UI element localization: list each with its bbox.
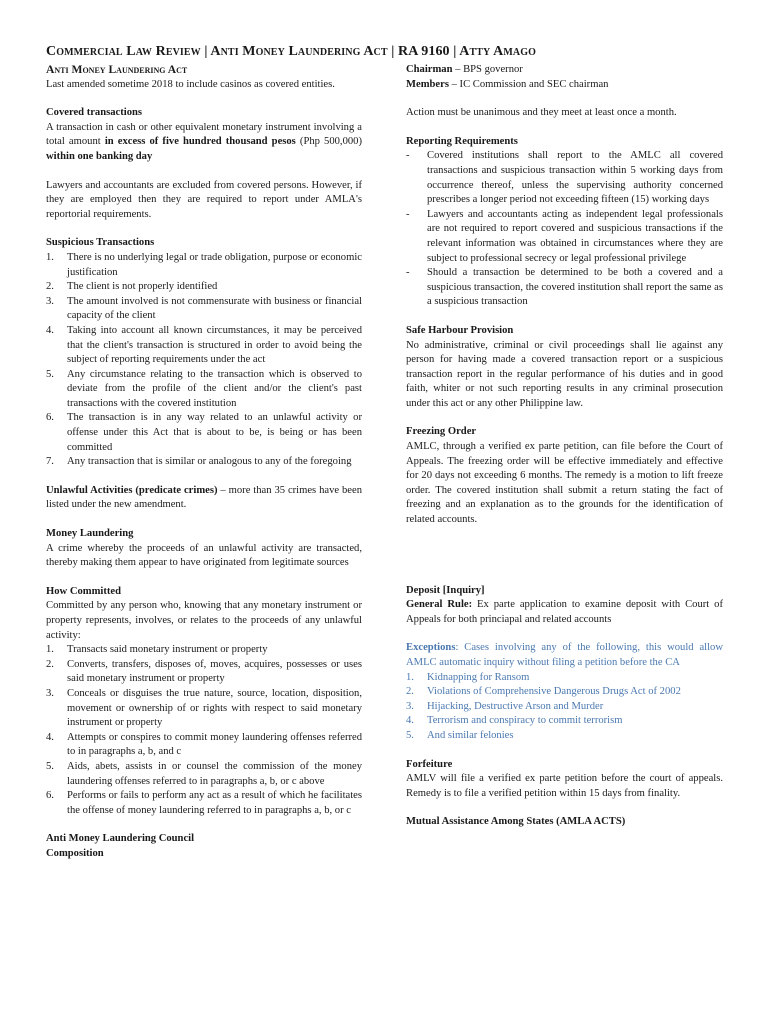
list-item: 2. The client is not properly identified xyxy=(46,281,218,293)
list-item: 5. And similar felonies xyxy=(406,729,514,741)
list-item: 1. Kidnapping for Ransom xyxy=(406,671,530,683)
freezing-order-heading: Freezing Order xyxy=(406,426,477,438)
act-heading: Anti Money Laundering Act xyxy=(46,63,188,76)
list-item: 5. Aids, abets, assists in or counsel the commission of the money laundering offenses referred to in paragraphs a, b, or c above xyxy=(46,760,362,787)
how-committed-intro: Committed by any person who, knowing that any monetary instrument or property represents, involves, or relates to the proceeds of any unlawful activity: xyxy=(46,600,362,641)
deposit-inquiry-heading: Deposit [Inquiry] xyxy=(406,584,485,596)
composition-heading: Composition xyxy=(46,847,104,859)
left-column xyxy=(46,63,362,862)
covered-exclusion-text: Lawyers and accountants are excluded from covered persons. However, if they are employed then they are required to report under AMLA's reportorial requirements. xyxy=(46,179,362,220)
reporting-requirements-list xyxy=(406,149,723,310)
list-item: - Lawyers and accountants acting as independent legal professionals are not required to report covered and suspicious transactions if the relevant information was obtained in circumstances where they are subject to professional secrecy or legal professional privilege xyxy=(406,208,723,264)
how-committed-list xyxy=(46,643,362,818)
list-item: 6. The transaction is in any way related to an unlawful activity or offense under this Act that is about to be, is being or has been committed xyxy=(46,412,362,453)
list-item: 4. Terrorism and conspiracy to commit terrorism xyxy=(406,715,623,727)
suspicious-transactions-list xyxy=(46,251,362,470)
right-column xyxy=(406,63,723,830)
forfeiture-text: AMLV will file a verified ex parte petition before the court of appeals. Remedy is to file a verified petition within 15 days from finality. xyxy=(406,773,723,799)
covered-transactions-heading: Covered transactions xyxy=(46,107,143,119)
mutual-assistance-heading: Mutual Assistance Among States (AMLA ACTS) xyxy=(406,816,626,828)
suspicious-transactions-heading: Suspicious Transactions xyxy=(46,237,155,249)
list-item: 3. Conceals or disguises the true nature, source, location, disposition, movement or ownership of or rights with respect to said monetary instrument or property xyxy=(46,687,362,729)
safe-harbour-text: No administrative, criminal or civil proceedings shall lie against any person for having made a covered transaction report or a suspicious transaction report in the regular performance of his duties and in good faith, whiter or not such reporting results in any criminal prosecution under this act or any other Philippine law. xyxy=(406,339,723,409)
unlawful-activities-text: Unlawful Activities (predicate crimes) – more than 35 crimes have been listed under the new amendment. xyxy=(46,484,362,511)
list-item: 3. The amount involved is not commensurate with business or financial capacity of the client xyxy=(46,295,362,322)
list-item: 6. Performs or fails to perform any act as a result of which he facilitates the offense of money laundering referred to in paragraphs a, b, or c xyxy=(46,790,362,816)
action-text: Action must be unanimous and they meet at least once a month. xyxy=(406,107,677,119)
exceptions-list xyxy=(406,671,723,744)
chairman-line: Chairman – BPS governor xyxy=(406,64,523,75)
list-item: 5. Any circumstance relating to the transaction which is observed to deviate from the profile of the client and/or the client's past transactions with the covered institution xyxy=(46,368,362,409)
covered-transactions-text: A transaction in cash or other equivalent monetary instrument involving a total amount in excess of five hundred thousand pesos (Php 500,000) within one banking day xyxy=(46,121,362,162)
money-laundering-heading: Money Laundering xyxy=(46,528,134,540)
list-item: 4. Attempts or conspires to commit money laundering offenses referred to in paragraphs a, b, and c xyxy=(46,731,362,758)
list-item: - Covered institutions shall report to the AMLC all covered transactions and suspicious transaction within 5 working days from occurrence thereof, unless the supervising authority concerned prescribes a longer period not exceeding fifteen (15) working days xyxy=(406,150,723,206)
amlc-heading: Anti Money Laundering Council xyxy=(46,833,195,845)
page-header: Commercial Law Review | Anti Money Laundering Act | RA 9160 | Atty Amago xyxy=(46,44,536,59)
forfeiture-heading: Forfeiture xyxy=(406,758,453,770)
list-item: 7. Any transaction that is similar or analogous to any of the foregoing xyxy=(46,456,352,468)
list-item: 3. Hijacking, Destructive Arson and Murder xyxy=(406,700,604,712)
general-rule-text: General Rule: Ex parte application to examine deposit with Court of Appeals for both princiapal and related accounts xyxy=(406,599,723,625)
list-item: 4. Taking into account all known circumstances, it may be perceived that the client's transaction is structured in order to avoid being the subject of reporting requirements under the act xyxy=(46,324,362,366)
members-line: Members – IC Commission and SEC chairman xyxy=(406,78,609,90)
list-item: 2. Converts, transfers, disposes of, moves, acquires, possesses or uses said monetary instrument or property xyxy=(46,658,362,685)
act-intro: Last amended sometime 2018 to include casinos as covered entities. xyxy=(46,78,335,90)
list-item: 1. There is no underlying legal or trade obligation, purpose or economic justification xyxy=(46,251,362,278)
list-item: 1. Transacts said monetary instrument or property xyxy=(46,644,268,656)
how-committed-heading: How Committed xyxy=(46,585,122,597)
freezing-order-text: AMLC, through a verified ex parte petition, can file before the Court of Appeals. The freezing order will be effective immediately and effective for 20 days not exceeding 6 months. The remedy is a motion to lift freeze order. The covered institution shall submit a return stating the fact of freezing and an explanation as to the grounds for the identification of related accounts. xyxy=(406,441,723,526)
list-item: 2. Violations of Comprehensive Dangerous Drugs Act of 2002 xyxy=(406,686,681,698)
list-item: - Should a transaction be determined to be both a covered and a suspicious transaction, the covered institution shall report the same as a suspicious transaction xyxy=(406,267,723,308)
exceptions-text: Exceptions: Cases involving any of the following, this would allow AMLC automatic inquiry without filing a petition before the CA xyxy=(406,642,723,668)
money-laundering-text: A crime whereby the proceeds of an unlawful activity are transacted, thereby making them appear to have originated from legitimate sources xyxy=(46,542,362,569)
reporting-requirements-heading: Reporting Requirements xyxy=(406,135,518,147)
safe-harbour-heading: Safe Harbour Provision xyxy=(406,324,514,336)
